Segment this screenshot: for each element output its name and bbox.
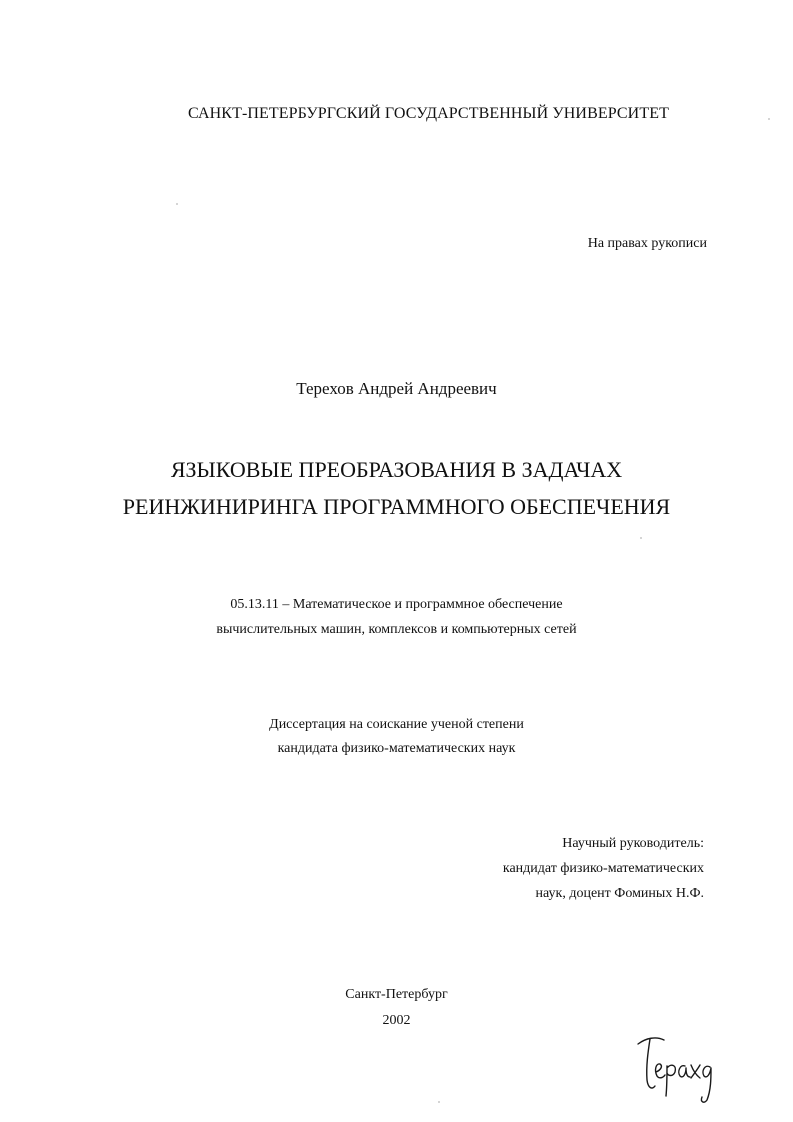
specialty-line-2: вычислительных машин, комплексов и компьютерных сетей: [216, 622, 577, 637]
signature-stroke: [656, 1064, 665, 1078]
year: 2002: [382, 1013, 411, 1028]
degree-line-1: Диссертация на соискание ученой степени: [269, 717, 524, 732]
advisor-heading: Научный руководитель:: [562, 836, 704, 851]
manuscript-note: На правах рукописи: [587, 236, 707, 251]
advisor-degree: кандидат физико-математических: [502, 861, 704, 876]
scan-speck: [438, 1101, 440, 1103]
signature-stroke: [647, 1039, 655, 1088]
degree-line-2: кандидата физико-математических наук: [277, 741, 516, 756]
scan-speck: [768, 118, 770, 120]
dissertation-title-line-1: ЯЗЫКОВЫЕ ПРЕОБРАЗОВАНИЯ В ЗАДАЧАХ: [170, 457, 623, 482]
signature-stroke: [691, 1065, 700, 1078]
specialty-line-1: 05.13.11 – Математическое и программное обеспечение: [230, 597, 563, 612]
dissertation-title-line-2: РЕИНЖИНИРИНГА ПРОГРАММНОГО ОБЕСПЕЧЕНИЯ: [122, 494, 671, 519]
signature-stroke: [701, 1066, 711, 1102]
handwritten-signature: [630, 1030, 720, 1105]
signature-stroke: [679, 1066, 690, 1077]
advisor-name: наук, доцент Фоминых Н.Ф.: [535, 886, 704, 901]
signature-stroke: [666, 1065, 675, 1096]
university-name: САНКТ-ПЕТЕРБУРГСКИЙ ГОСУДАРСТВЕННЫЙ УНИВЕРСИТЕТ: [188, 105, 669, 122]
scan-speck: [640, 537, 642, 539]
city: Санкт-Петербург: [345, 987, 448, 1002]
signature-stroke: [638, 1038, 664, 1044]
author-name: Терехов Андрей Андреевич: [296, 379, 497, 398]
scan-speck: [176, 203, 178, 205]
